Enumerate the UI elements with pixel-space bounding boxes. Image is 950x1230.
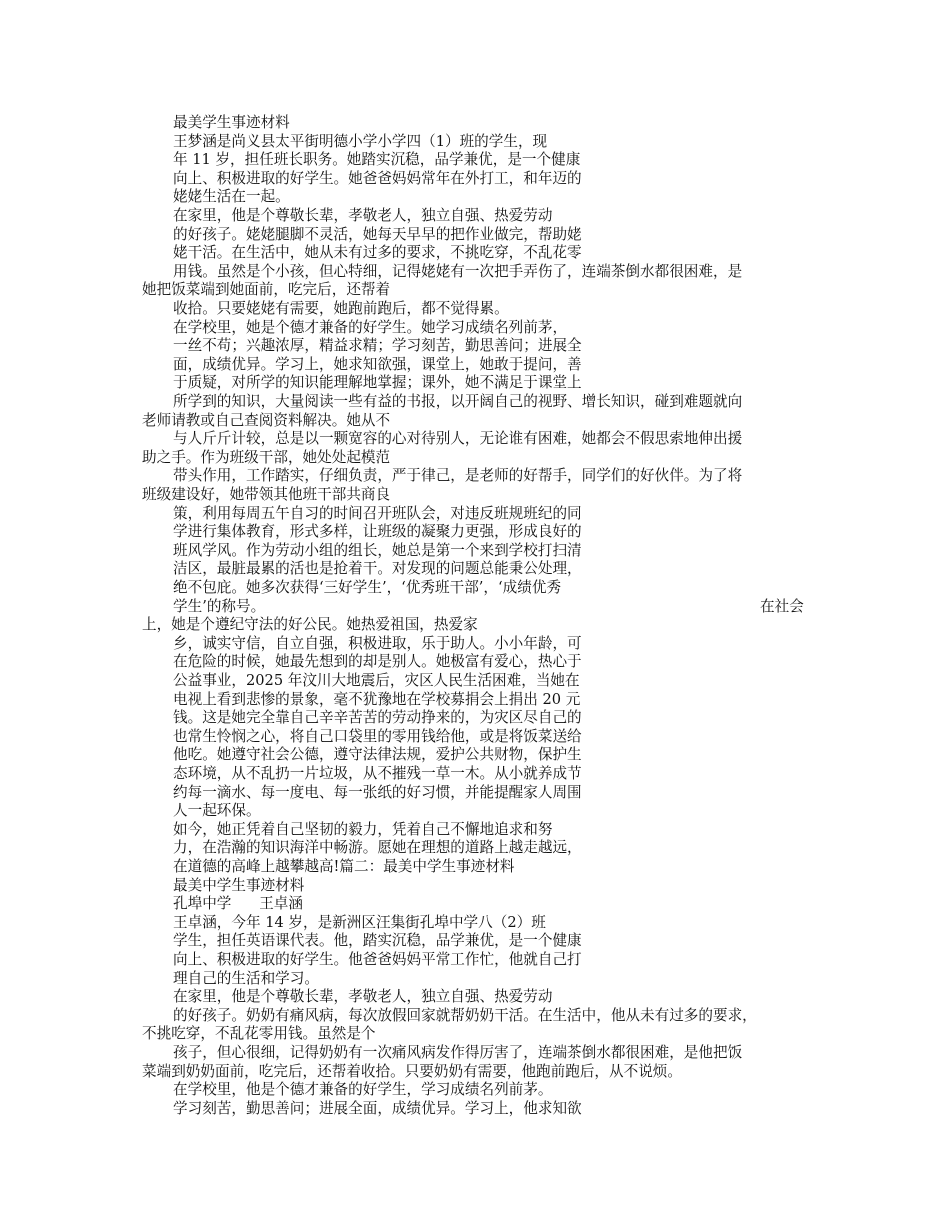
text-line: 班风学风。作为劳动小组的组长，她总是第一个来到学校打扫清	[173, 542, 582, 559]
text-line: 上，她是个遵纪守法的好公民。她热爱祖国，热爱家	[142, 616, 478, 633]
text-line: 的好孩子。姥姥腿脚不灵活，她每天早早的把作业做完，帮助姥	[173, 226, 582, 243]
text-line: 在学校里，她是个德才兼备的好学生。她学习成绩名列前茅，	[173, 319, 568, 336]
text-line: 电视上看到悲惨的景象，毫不犹豫地在学校募捐会上捐出 20 元	[173, 691, 581, 708]
text-line: 用钱。虽然是个小孩，但心特细，记得姥姥有一次把手弄伤了，连端茶倒水都很困难，是	[173, 263, 743, 280]
section-heading: 最美中学生事迹材料	[173, 877, 305, 894]
text-line: 也常生怜悯之心，将自己口袋里的零用钱给他，或是将饭菜送给	[173, 728, 582, 745]
text-line: 向上、积极进取的好学生。他爸爸妈妈平常工作忙，他就自己打	[173, 951, 582, 968]
text-line: 如今，她正凭着自己坚韧的毅力，凭着自己不懈地追求和努	[173, 821, 553, 838]
text-line: 公益事业，2025 年汶川大地震后，灾区人民生活困难，当她在	[173, 672, 580, 689]
text-line: 的好孩子。奶奶有痛风病，每次放假回家就帮奶奶干活。在生活中，他从未有过多的要求，	[173, 1007, 757, 1024]
text-line: 姥姥生活在一起。	[173, 188, 290, 205]
document-title: 最美学生事迹材料	[173, 114, 290, 131]
text-line: 学进行集体教育，形式多样，让班级的凝聚力更强，形成良好的	[173, 523, 582, 540]
text-line: 在家里，他是个尊敬长辈，孝敬老人，独立自强、热爱劳动	[173, 988, 553, 1005]
author-line: 孔埠中学 王卓涵	[173, 895, 303, 912]
text-line: 班级建设好，她带领其他班干部共商良	[142, 486, 391, 503]
text-line: 她把饭菜端到她面前，吃完后，还帮着	[142, 281, 391, 298]
text-line: 菜端到奶奶面前，吃完后，还帮着收拾。只要奶奶有需要，他跑前跑后，从不说烦。	[142, 1063, 682, 1080]
text-line: 他吃。她遵守社会公德，遵守法律法规，爱护公共财物，保护生	[173, 746, 582, 763]
text-line: 与人斤斤计较，总是以一颗宽容的心对待别人，无论谁有困难，她都会不假思索地伸出援	[173, 430, 743, 447]
text-line: 策，利用每周五午自习的时间召开班队会，对违反班规班纪的同	[173, 505, 582, 522]
text-line: 绝不包庇。她多次获得‘三好学生’，‘优秀班干部’，‘成绩优秀	[173, 579, 562, 596]
text-line: 人一起环保。	[173, 802, 261, 819]
text-line: 在道德的高峰上越攀越高!篇二：最美中学生事迹材料	[173, 858, 515, 875]
text-line: 于质疑，对所学的知识能理解地掌握；课外，她不满足于课堂上	[173, 374, 582, 391]
text-line: 面，成绩优异。学习上，她求知欲强，课堂上，她敢于提问，善	[173, 356, 582, 373]
text-line: 钱。这是她完全靠自己辛辛苦苦的劳动挣来的，为灾区尽自己的	[173, 709, 582, 726]
text-line: 在家里，他是个尊敬长辈，孝敬老人，独立自强、热爱劳动	[173, 207, 553, 224]
text-line: 王梦涵是尚义县太平街明德小学小学四（1）班的学生，现	[173, 133, 548, 150]
text-line: 收拾。只要姥姥有需要，她跑前跑后，都不觉得累。	[173, 300, 509, 317]
text-line: 所学到的知识，大量阅读一些有益的书报，以开阔自己的视野、增长知识，碰到难题就向	[173, 393, 743, 410]
text-line: 力，在浩瀚的知识海洋中畅游。愿她在理想的道路上越走越远，	[173, 839, 582, 856]
text-line: 约每一滴水、每一度电、每一张纸的好习惯，并能提醒家人周围	[173, 784, 582, 801]
text-line: 理自己的生活和学习。	[173, 970, 319, 987]
text-line: 王卓涵，今年 14 岁，是新洲区汪集街孔埠中学八（2）班	[173, 914, 546, 931]
text-line: 带头作用，工作踏实，仔细负责，严于律己，是老师的好帮手，同学们的好伙伴。为了将	[173, 467, 743, 484]
text-line: 不挑吃穿，不乱花零用钱。虽然是个	[142, 1025, 376, 1042]
text-line: 在社会	[760, 598, 804, 615]
text-line: 一丝不苟；兴趣浓厚，精益求精；学习刻苦，勤思善问；进展全	[173, 337, 582, 354]
text-line: 态环境，从不乱扔一片垃圾，从不摧残一草一木。从小就养成节	[173, 765, 582, 782]
text-line: 学生’的称号。	[173, 598, 266, 615]
text-line: 姥干活。在生活中，她从未有过多的要求，不挑吃穿，不乱花零	[173, 244, 582, 261]
text-line: 老师请教或自己查阅资料解决。她从不	[142, 412, 391, 429]
text-line: 乡，诚实守信，自立自强，积极进取，乐于助人。小小年龄，可	[173, 635, 582, 652]
text-line: 向上、积极进取的好学生。她爸爸妈妈常年在外打工，和年迈的	[173, 170, 582, 187]
text-line: 洁区，最脏最累的活也是抢着干。对发现的问题总能秉公处理，	[173, 560, 582, 577]
text-line: 年 11 岁，担任班长职务。她踏实沉稳，品学兼优，是一个健康	[173, 151, 581, 168]
text-line: 学习刻苦，勤思善问；进展全面，成绩优异。学习上，他求知欲	[173, 1100, 582, 1117]
text-line: 在危险的时候，她最先想到的却是别人。她极富有爱心，热心于	[173, 653, 582, 670]
text-line: 学生，担任英语课代表。他，踏实沉稳，品学兼优，是一个健康	[173, 932, 582, 949]
text-line: 助之手。作为班级干部，她处处起模范	[142, 449, 391, 466]
text-line: 在学校里，他是个德才兼备的好学生，学习成绩名列前茅。	[173, 1081, 553, 1098]
text-line: 孩子，但心很细，记得奶奶有一次痛风病发作得厉害了，连端茶倒水都很困难，是他把饭	[173, 1044, 743, 1061]
